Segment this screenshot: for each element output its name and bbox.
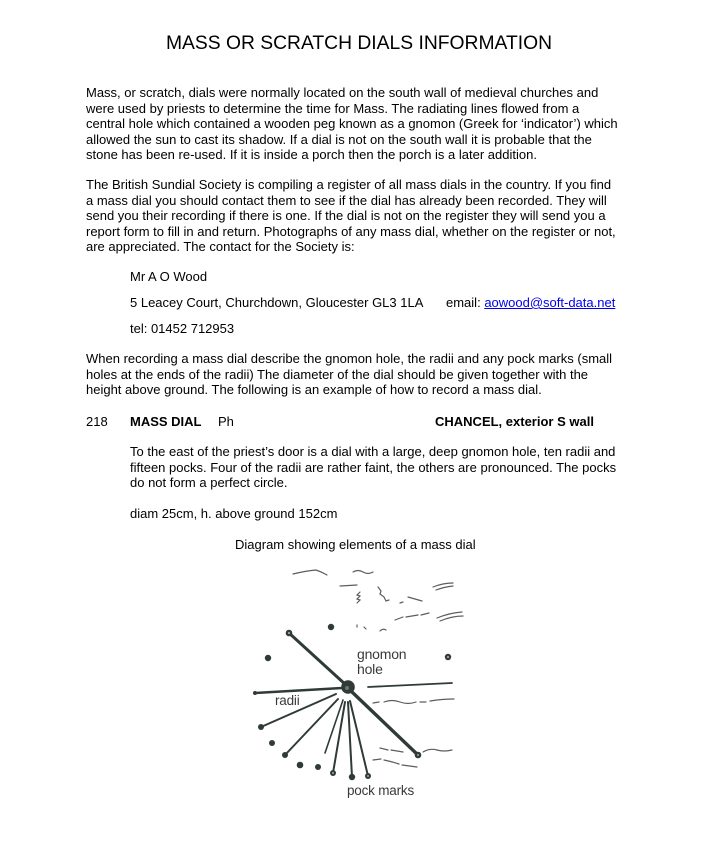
contact-email-row <box>446 295 615 311</box>
texture-stroke <box>357 625 386 631</box>
texture-stroke <box>293 570 327 575</box>
texture-stroke <box>395 613 429 620</box>
page-title: MASS OR SCRATCH DIALS INFORMATION <box>165 33 552 54</box>
texture-stroke <box>357 592 360 603</box>
description-line: fifteen pocks. Four of the radii are rather faint, the others are pronounced. The pocks <box>130 459 617 475</box>
texture-stroke <box>400 597 422 603</box>
contact-tel: tel: 01452 712953 <box>130 321 235 336</box>
register-paragraph <box>86 177 616 255</box>
recording-line: height above ground. The following is an example of how to record a mass dial. <box>86 382 542 397</box>
description-line: To the east of the priest’s door is a dial with a large, deep gnomon hole, ten radii and <box>130 444 616 459</box>
email-label: email: <box>446 295 481 310</box>
pock-mark <box>258 724 264 730</box>
texture-stroke <box>378 587 389 601</box>
texture-stroke <box>373 759 417 767</box>
recording-paragraph <box>86 351 612 398</box>
pock-mark <box>328 624 334 630</box>
texture-stroke <box>373 699 454 704</box>
pock-mark-highlight <box>367 775 369 777</box>
description-line: do not form a perfect circle. <box>130 475 288 490</box>
intro-line: allowed the sun to cast its shadow. If a dial is not on the south wall it is probable that the <box>86 131 592 147</box>
register-line: The British Sundial Society is compiling a register of all mass dials in the country. If you find <box>86 177 612 192</box>
gnomon-label-line: hole <box>357 661 383 677</box>
register-line: send you their recording if there is one. If the dial is not on the register they will send you a <box>86 208 606 223</box>
register-line: report form to fill in and return. Photographs of any mass dial, whether on the register or not, <box>86 223 616 239</box>
example-description <box>130 444 616 491</box>
pock-marks-label: pock marks <box>347 783 415 798</box>
recording-line: holes at the ends of the radii) The diameter of the dial should be given together with the <box>86 366 589 382</box>
pock-mark <box>315 764 321 770</box>
recording-line: When recording a mass dial describe the gnomon hole, the radii and any pock marks (small <box>86 351 613 366</box>
pock-mark-highlight <box>447 656 449 658</box>
pock-mark-highlight <box>332 772 334 774</box>
pock-mark-highlight <box>417 754 419 756</box>
texture-stroke <box>437 612 463 621</box>
intro-line: were used by priests to determine the time for Mass. The radiating lines flowed from a <box>86 100 580 116</box>
pock-mark <box>349 774 355 780</box>
pock-mark <box>265 655 271 661</box>
texture-stroke <box>423 749 452 752</box>
radii-label: radii <box>275 693 300 708</box>
intro-line: stone has been re-used. If it is inside a porch then the porch is a later addition. <box>86 147 537 162</box>
radius-line <box>289 633 346 685</box>
pock-mark <box>282 752 288 758</box>
pock-mark <box>297 762 304 769</box>
example-measurements: diam 25cm, h. above ground 152cm <box>130 506 338 521</box>
radius-line <box>350 701 368 776</box>
gnomon-hole-highlight <box>345 686 349 690</box>
radius-line <box>368 683 452 687</box>
email-link[interactable]: aowood@soft-data.net <box>484 295 616 310</box>
texture-stroke <box>433 583 453 590</box>
example-code: Ph <box>218 414 234 429</box>
register-line: a mass dial you should contact them to see if the dial has already been recorded. They will <box>86 192 607 208</box>
pock-mark-highlight <box>288 632 290 634</box>
contact-address: 5 Leacey Court, Churchdown, Gloucester GL3 1LA <box>130 295 424 310</box>
pock-mark <box>253 691 257 695</box>
contact-name: Mr A O Wood <box>130 269 208 284</box>
texture-stroke <box>340 585 357 586</box>
example-number: 218 <box>86 414 108 429</box>
register-line: are appreciated. The contact for the Society is: <box>86 239 355 254</box>
intro-paragraph <box>86 85 618 163</box>
intro-line: Mass, or scratch, dials were normally located on the south wall of medieval churches and <box>86 85 599 100</box>
example-type: MASS DIAL <box>130 414 202 429</box>
mass-dial-diagram <box>240 555 480 810</box>
diagram-caption: Diagram showing elements of a mass dial <box>235 537 476 552</box>
texture-stroke <box>380 748 403 752</box>
example-location: CHANCEL, exterior S wall <box>435 414 594 429</box>
texture-stroke <box>353 571 373 574</box>
pock-mark <box>269 740 275 746</box>
radius-line <box>348 702 352 777</box>
gnomon-hole-label <box>357 647 406 677</box>
gnomon-label-line: gnomon <box>357 646 407 662</box>
intro-line: central hole which contained a wooden peg known as a gnomon (Greek for ‘indicator’) which <box>86 116 618 131</box>
